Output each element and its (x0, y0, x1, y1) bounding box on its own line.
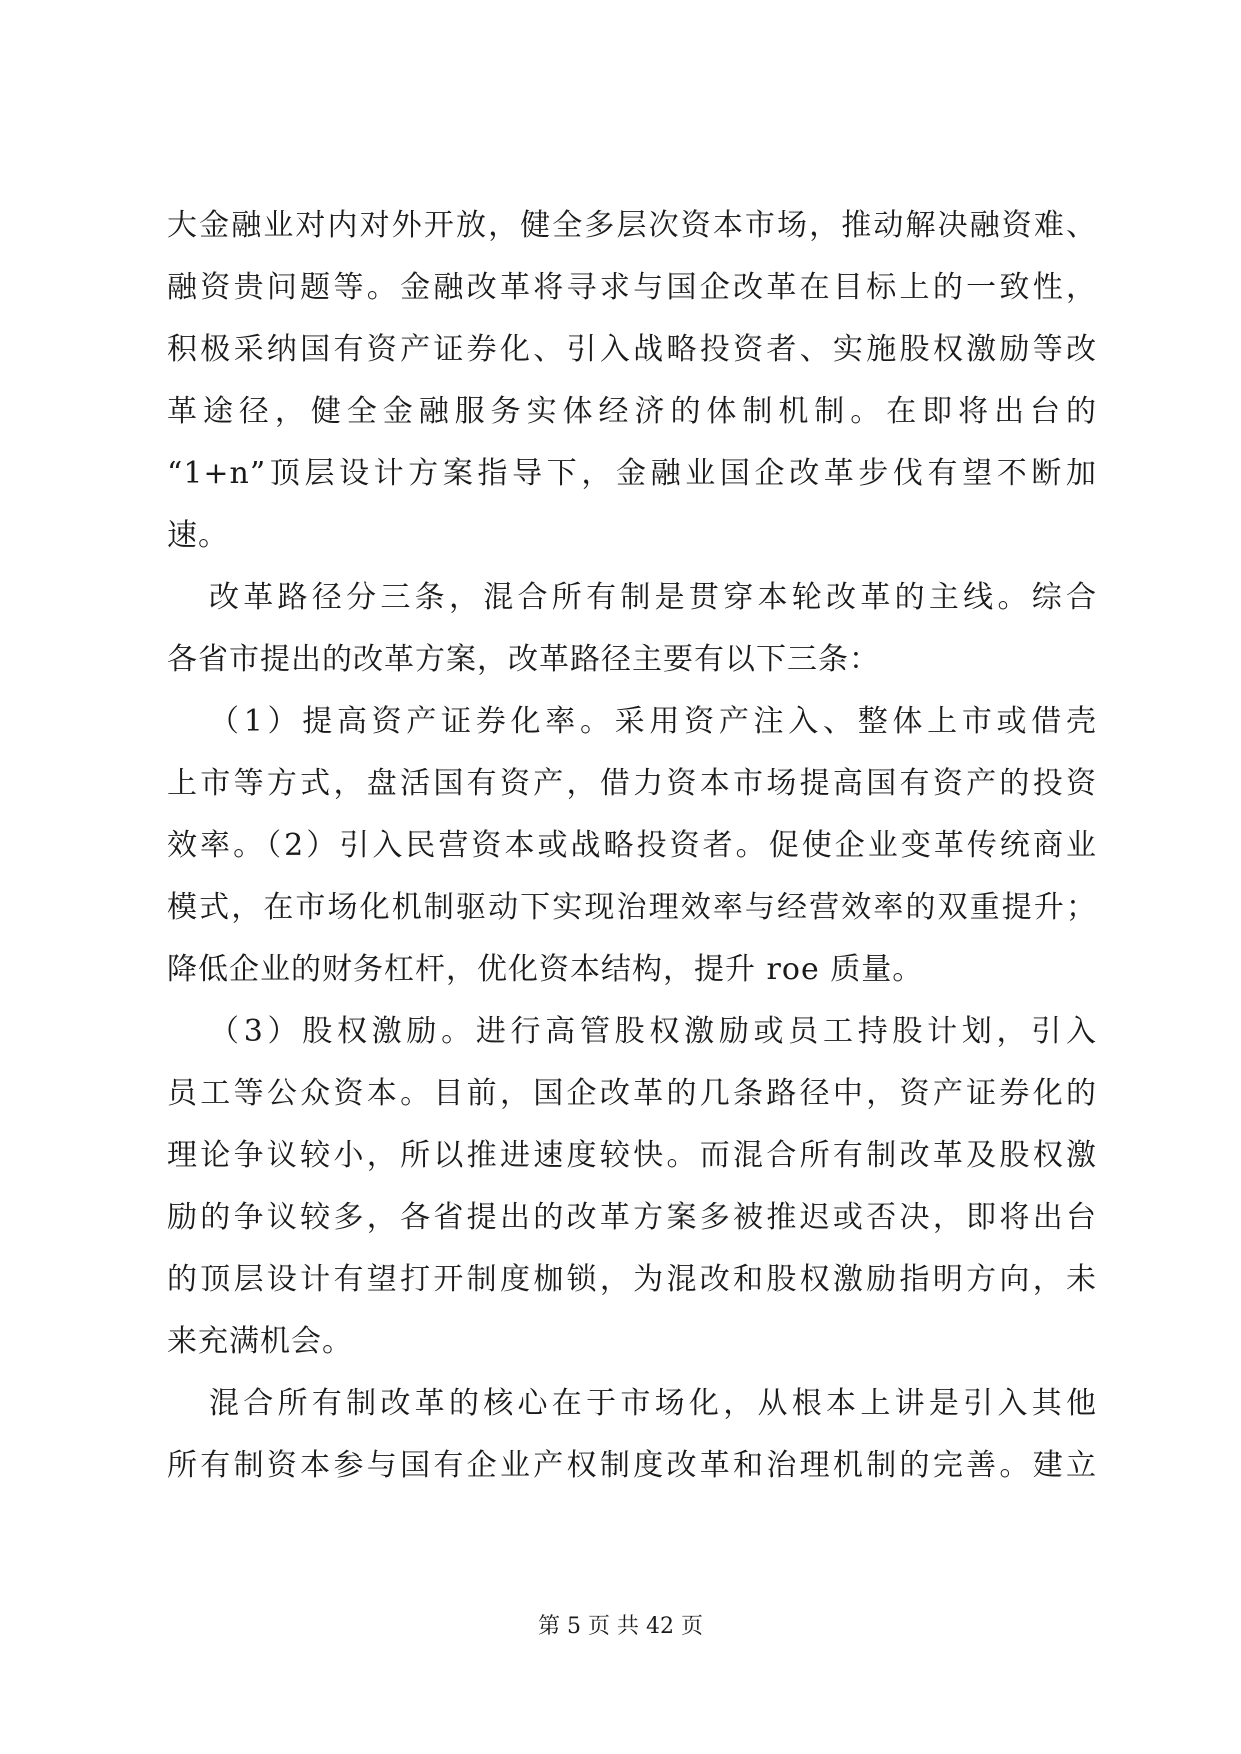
text-line: （3）股权激励。进行高管股权激励或员工持股计划，引入 (209, 1014, 1097, 1049)
text-line: 革途径，健全金融服务实体经济的体制机制。在即将出台的 (167, 394, 1097, 429)
text-line: 融资贵问题等。金融改革将寻求与国企改革在目标上的一致性， (167, 270, 1097, 305)
text-line: 混合所有制改革的核心在于市场化，从根本上讲是引入其他 (209, 1386, 1097, 1421)
text-line: 励的争议较多，各省提出的改革方案多被推迟或否决，即将出台 (167, 1200, 1097, 1235)
text-line: 模式，在市场化机制驱动下实现治理效率与经营效率的双重提升； (167, 890, 1097, 925)
text-line: 的顶层设计有望打开制度枷锁，为混改和股权激励指明方向，未 (167, 1262, 1097, 1297)
text-line: 理论争议较小，所以推进速度较快。而混合所有制改革及股权激 (167, 1138, 1097, 1173)
text-line: 上市等方式，盘活国有资产，借力资本市场提高国有资产的投资 (167, 766, 1097, 801)
text-line: 各省市提出的改革方案，改革路径主要有以下三条： (167, 642, 880, 677)
text-line: 大金融业对内对外开放，健全多层次资本市场，推动解决融资难、 (167, 208, 1097, 243)
text-line: 降低企业的财务杠杆，优化资本结构，提升 roe 质量。 (167, 952, 924, 987)
text-line: “1+n”顶层设计方案指导下，金融业国企改革步伐有望不断加 (167, 456, 1097, 491)
text-line: 效率。（2）引入民营资本或战略投资者。促使企业变革传统商业 (167, 828, 1097, 863)
text-line: 速。 (167, 518, 229, 553)
text-line: 改革路径分三条，混合所有制是贯穿本轮改革的主线。综合 (209, 580, 1097, 615)
text-line: （1）提高资产证券化率。采用资产注入、整体上市或借壳 (209, 704, 1097, 739)
text-line: 所有制资本参与国有企业产权制度改革和治理机制的完善。建立 (167, 1448, 1097, 1483)
text-line: 员工等公众资本。目前，国企改革的几条路径中，资产证券化的 (167, 1076, 1097, 1111)
text-line: 来充满机会。 (167, 1324, 353, 1359)
page-number-footer: 第 5 页 共 42 页 (538, 1614, 703, 1639)
text-line: 积极采纳国有资产证券化、引入战略投资者、实施股权激励等改 (167, 332, 1097, 367)
